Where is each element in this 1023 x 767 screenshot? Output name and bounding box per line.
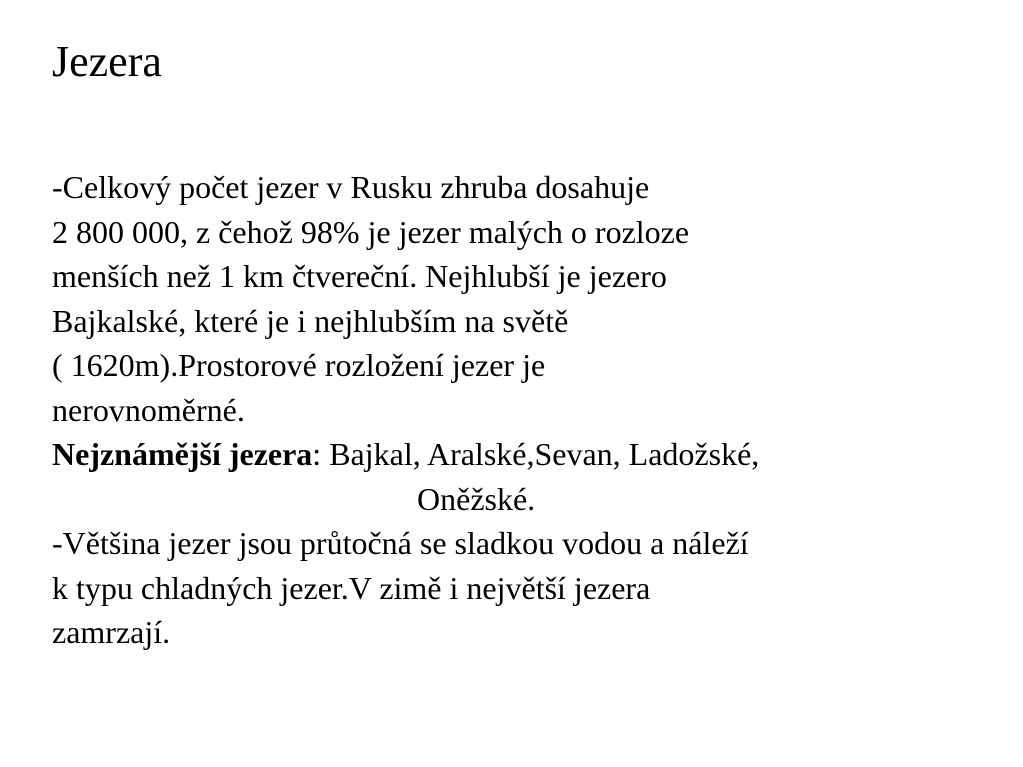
body-line: zamrzají. [52, 614, 171, 650]
body-line: k typu chladných jezer.V zimě i největší jezera [52, 569, 651, 606]
famous-lakes-list: : Bajkal, Aralské,Sevan, Ladožské, [312, 436, 760, 472]
body-line: Bajkalské, které je i nejhlubším na světě [52, 302, 569, 339]
body-line: -Celkový počet jezer v Rusku zhruba dosahuje [52, 169, 650, 205]
famous-lakes-label: Nejznámější jezera [52, 436, 313, 472]
slide-body [52, 165, 1012, 655]
body-line: 2 800 000, z čehož 98% je jezer malých o rozloze [52, 213, 690, 250]
body-line: -Většina jezer jsou průtočná se sladkou vodou a náleží [52, 525, 749, 561]
body-line: nerovnoměrné. [52, 391, 245, 428]
famous-lakes-continuation: Oněžské. [417, 480, 536, 517]
famous-lakes-line [52, 432, 1012, 477]
slide-title: Jezera [52, 37, 162, 86]
body-line: menších než 1 km čtvereční. Nejhlubší je jezero [52, 258, 667, 294]
body-line: ( 1620m).Prostorové rozložení jezer je [52, 347, 546, 383]
